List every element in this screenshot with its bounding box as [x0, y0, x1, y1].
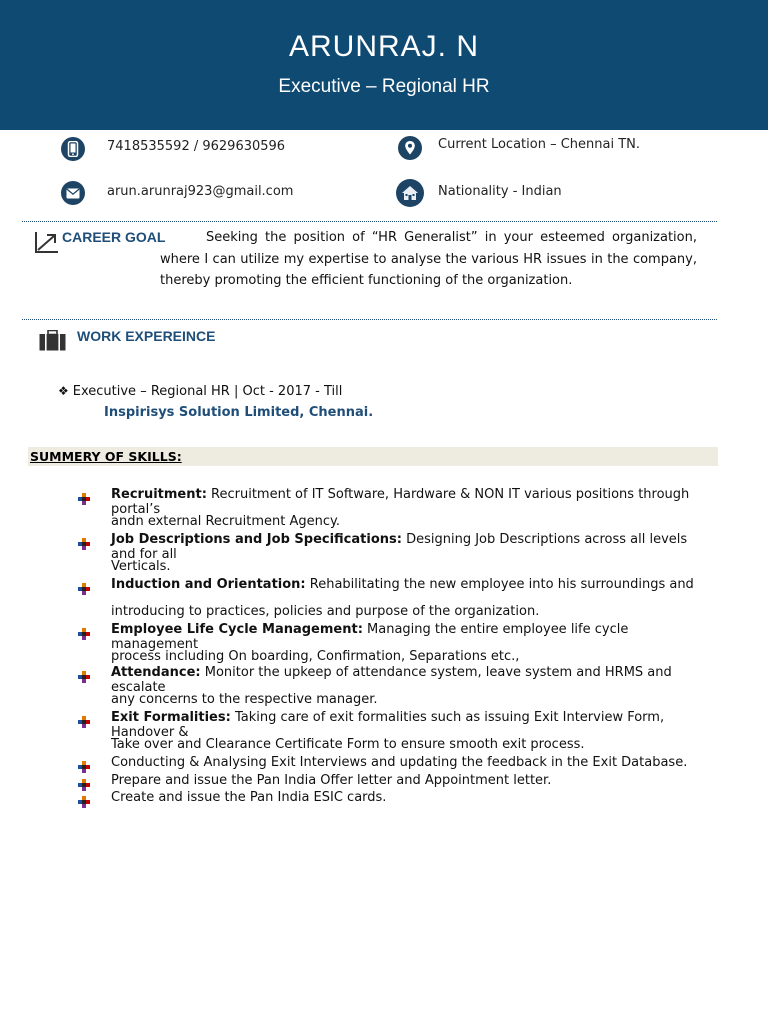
skill-bullet-icon	[78, 668, 90, 680]
briefcase-icon	[39, 330, 66, 355]
section-divider	[22, 319, 717, 320]
skill-continuation: any concerns to the respective manager.	[111, 692, 378, 707]
header-banner	[0, 0, 768, 130]
career-goal-text: Seeking the position of “HR Generalist” in your esteemed organization, where I can utilize my expertise to analyse the various HR issues in the company, thereby promoting the efficient functioning of the organization.	[160, 230, 697, 288]
candidate-name: ARUNRAJ. N	[288, 30, 479, 63]
skill-bullet-icon	[78, 625, 90, 637]
skill-item	[111, 755, 711, 770]
home-icon	[396, 179, 424, 207]
location-pin-icon	[398, 136, 422, 160]
skill-item	[111, 622, 711, 652]
skill-bullet-icon	[78, 776, 90, 788]
career-goal-heading: CAREER GOAL	[62, 229, 166, 245]
skill-item	[111, 532, 711, 562]
job-entry	[58, 384, 342, 399]
skill-text: Managing the entire employee life cycle management	[111, 622, 629, 652]
skill-item	[111, 790, 711, 805]
skill-bullet-icon	[78, 713, 90, 725]
skill-text: Designing Job Descriptions across all levels and for all	[111, 532, 688, 562]
section-divider	[22, 221, 717, 222]
phone-icon	[61, 137, 85, 161]
skills-heading: SUMMERY OF SKILLS:	[30, 449, 182, 464]
skill-bullet-icon	[78, 793, 90, 805]
email-address: arun.arunraj923@gmail.com	[107, 184, 294, 199]
skill-label: Employee Life Cycle Management:	[111, 622, 363, 637]
skill-bullet-icon	[78, 758, 90, 770]
diamond-bullet-icon: ❖	[58, 384, 69, 398]
current-location: Current Location – Chennai TN.	[438, 137, 641, 152]
skill-continuation: Verticals.	[111, 559, 171, 574]
job-title: Executive – Regional HR | Oct - 2017 - Till	[72, 384, 343, 399]
skill-text: Taking care of exit formalities such as issuing Exit Interview Form, Handover &	[111, 710, 665, 740]
skill-label: Attendance:	[111, 665, 201, 680]
skill-item	[111, 773, 711, 788]
skill-text: Recruitment of IT Software, Hardware & NON IT various positions through portal’s	[111, 487, 690, 517]
skill-item	[111, 577, 711, 592]
skill-label: Job Descriptions and Job Specifications:	[111, 532, 402, 547]
skill-text: Create and issue the Pan India ESIC cards.	[111, 790, 387, 805]
skill-label: Exit Formalities:	[111, 710, 231, 725]
trend-arrow-icon	[34, 230, 60, 258]
skill-continuation: Take over and Clearance Certificate Form to ensure smooth exit process.	[111, 737, 585, 752]
skill-text: Monitor the upkeep of attendance system, leave system and HRMS and escalate	[111, 665, 672, 695]
skill-label: Induction and Orientation:	[111, 577, 306, 592]
skill-continuation: process including On boarding, Confirmation, Separations etc.,	[111, 649, 520, 664]
skill-text: Rehabilitating the new employee into his surroundings and	[305, 577, 694, 592]
skills-heading-bar	[28, 447, 718, 466]
email-icon	[61, 181, 85, 205]
skill-item	[111, 665, 711, 695]
candidate-role: Executive – Regional HR	[278, 76, 490, 97]
skill-bullet-icon	[78, 490, 90, 502]
skill-label: Recruitment:	[111, 487, 207, 502]
company-name: Inspirisys Solution Limited, Chennai.	[104, 405, 374, 420]
skill-continuation: andn external Recruitment Agency.	[111, 514, 340, 529]
work-experience-heading: WORK EXPEREINCE	[77, 328, 216, 344]
skill-bullet-icon	[78, 535, 90, 547]
skill-text: Prepare and issue the Pan India Offer letter and Appointment letter.	[111, 773, 552, 788]
nationality: Nationality - Indian	[438, 184, 562, 199]
skill-item	[111, 487, 711, 517]
phone-number: 7418535592 / 9629630596	[107, 139, 286, 154]
skill-bullet-icon	[78, 580, 90, 592]
skill-continuation: introducing to practices, policies and purpose of the organization.	[111, 604, 540, 619]
skill-text: Conducting & Analysing Exit Interviews and updating the feedback in the Exit Database.	[111, 755, 688, 770]
skill-item	[111, 710, 711, 740]
